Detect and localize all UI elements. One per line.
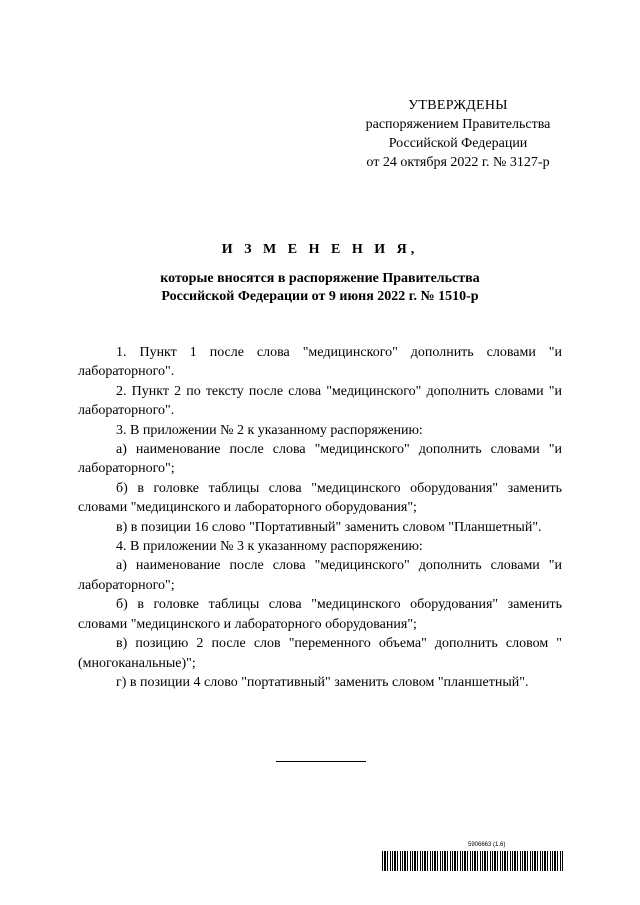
document-heading bbox=[0, 240, 640, 306]
document-subtitle-line-1: которые вносятся в распоряжение Правительства bbox=[160, 271, 480, 286]
document-subtitle-line-2: Российской Федерации от 9 июня 2022 г. № 1510-р bbox=[161, 289, 479, 304]
separator-line bbox=[276, 761, 366, 762]
paragraph-4a: а) наименование после слова "медицинского" дополнить словами "и лабораторного"; bbox=[78, 558, 562, 593]
barcode-number: 5906663 (1.6) bbox=[468, 842, 506, 848]
paragraph-4g: г) в позиции 4 слово "портативный" заменить словом "планшетный". bbox=[116, 674, 529, 690]
approval-line-2: Российской Федерации bbox=[388, 136, 528, 151]
paragraph-3a: а) наименование после слова "медицинского" дополнить словами "и лабораторного"; bbox=[78, 442, 562, 477]
paragraph-2: 2. Пункт 2 по тексту после слова "медицинского" дополнить словами "и лабораторного". bbox=[78, 383, 562, 419]
approval-line-3: от 24 октября 2022 г. № 3127-р bbox=[366, 155, 550, 170]
paragraph-4b: б) в головке таблицы слова "медицинского оборудования" заменить словами "медицинского и лабораторного оборудования"; bbox=[78, 597, 562, 632]
document-body bbox=[78, 343, 562, 692]
paragraph-3b: б) в головке таблицы слова "медицинского оборудования" заменить словами "медицинского и лабораторного оборудования"; bbox=[78, 480, 562, 516]
approval-block bbox=[340, 96, 576, 172]
paragraph-1: 1. Пункт 1 после слова "медицинского" дополнить словами "и лабораторного". bbox=[78, 345, 562, 380]
approval-title: УТВЕРЖДЕНЫ bbox=[408, 98, 508, 113]
paragraph-3: 3. В приложении № 2 к указанному распоряжению: bbox=[116, 422, 423, 438]
paragraph-4v: в) позицию 2 после слов "переменного объема" дополнить словом "(многоканальные)"; bbox=[78, 636, 562, 671]
barcode-image bbox=[382, 851, 564, 871]
paragraph-3v: в) в позиции 16 слово "Портативный" заменить словом "Планшетный". bbox=[116, 519, 542, 535]
document-title: И З М Е Н Е Н И Я, bbox=[221, 242, 419, 257]
paragraph-4: 4. В приложении № 3 к указанному распоряжению: bbox=[116, 539, 423, 555]
approval-line-1: распоряжением Правительства bbox=[365, 117, 551, 132]
